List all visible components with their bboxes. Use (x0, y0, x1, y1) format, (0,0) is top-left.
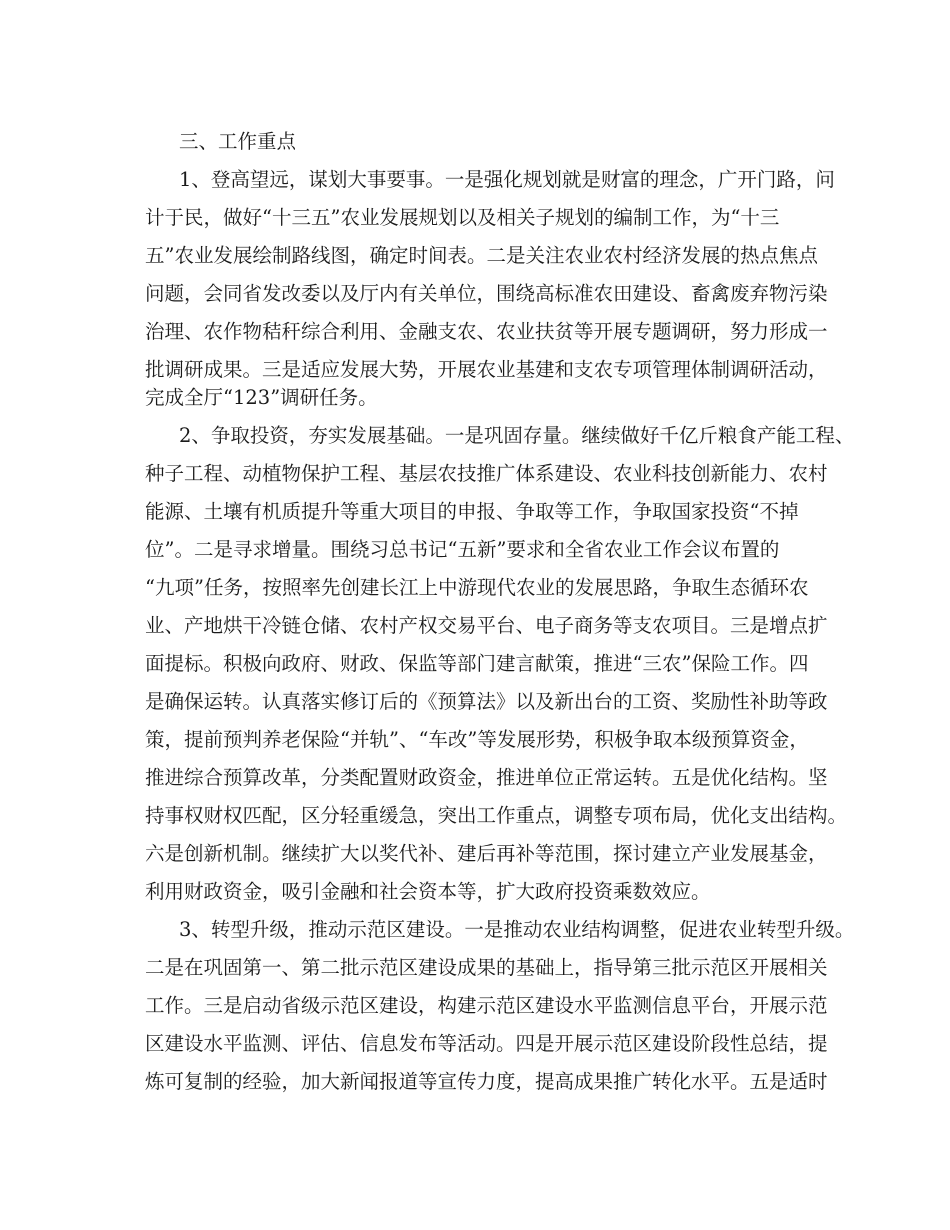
paragraph-line: 种子工程、动植物保护工程、基层农技推广体系建设、农业科技创新能力、农村 (145, 462, 828, 485)
paragraph-line: 业、产地烘干冷链仓储、农村产权交易平台、电子商务等支农项目。三是增点扩 (145, 614, 828, 637)
paragraph-line: 1、登高望远，谋划大事要事。一是强化规划就是财富的理念，广开门路，问 (179, 168, 835, 191)
paragraph-line: 问题，会同省发改委以及厅内有关单位，围绕高标准农田建设、畜禽废弃物污染 (145, 282, 828, 305)
paragraph-line: 策，提前预判养老保险“并轨”、“车改”等发展形势，积极争取本级预算资金， (145, 728, 809, 751)
paragraph-line: 完成全厅“123”调研任务。 (145, 386, 378, 409)
paragraph-line: “九项”任务，按照率先创建长江上中游现代农业的发展思路，争取生态循环农 (145, 576, 809, 599)
paragraph-line: 是确保运转。认真落实修订后的《预算法》以及新出台的工资、奖励性补助等政 (145, 690, 828, 713)
paragraph-line: 2、争取投资，夯实发展基础。一是巩固存量。继续做好千亿斤粮食产能工程、 (179, 424, 855, 447)
paragraph-line: 3、转型升级，推动示范区建设。一是推动农业结构调整，促进农业转型升级。 (179, 918, 855, 941)
paragraph-line: 计于民，做好“十三五”农业发展规划以及相关子规划的编制工作，为“十三 (145, 206, 780, 229)
section-heading: 三、工作重点 (179, 130, 297, 153)
paragraph-line: 工作。三是启动省级示范区建设，构建示范区建设水平监测信息平台，开展示范 (145, 994, 828, 1017)
paragraph-line: 六是创新机制。继续扩大以奖代补、建后再补等范围，探讨建立产业发展基金， (145, 842, 828, 865)
paragraph-line: 能源、土壤有机质提升等重大项目的申报、争取等工作，争取国家投资“不掉 (145, 500, 799, 523)
paragraph-line: 炼可复制的经验，加大新闻报道等宣传力度，提高成果推广转化水平。五是适时 (145, 1070, 828, 1093)
paragraph-line: 批调研成果。三是适应发展大势，开展农业基建和支农专项管理体制调研活动， (145, 358, 828, 381)
paragraph-line: 位”。二是寻求增量。围绕习总书记“五新”要求和全省农业工作会议布置的 (145, 538, 780, 561)
paragraph-line: 推进综合预算改革，分类配置财政资金，推进单位正常运转。五是优化结构。坚 (145, 766, 828, 789)
paragraph-line: 持事权财权匹配，区分轻重缓急，突出工作重点，调整专项布局，优化支出结构。 (145, 804, 848, 827)
paragraph-line: 区建设水平监测、评估、信息发布等活动。四是开展示范区建设阶段性总结，提 (145, 1032, 828, 1055)
paragraph-line: 治理、农作物秸秆综合利用、金融支农、农业扶贫等开展专题调研，努力形成一 (145, 320, 828, 343)
paragraph-line: 二是在巩固第一、第二批示范区建设成果的基础上，指导第三批示范区开展相关 (145, 956, 828, 979)
paragraph-line: 五”农业发展绘制路线图，确定时间表。二是关注农业农村经济发展的热点焦点 (145, 244, 818, 267)
paragraph-line: 面提标。积极向政府、财政、保监等部门建言献策，推进“三农”保险工作。四 (145, 652, 809, 675)
paragraph-line: 利用财政资金，吸引金融和社会资本等，扩大政府投资乘数效应。 (145, 880, 711, 903)
